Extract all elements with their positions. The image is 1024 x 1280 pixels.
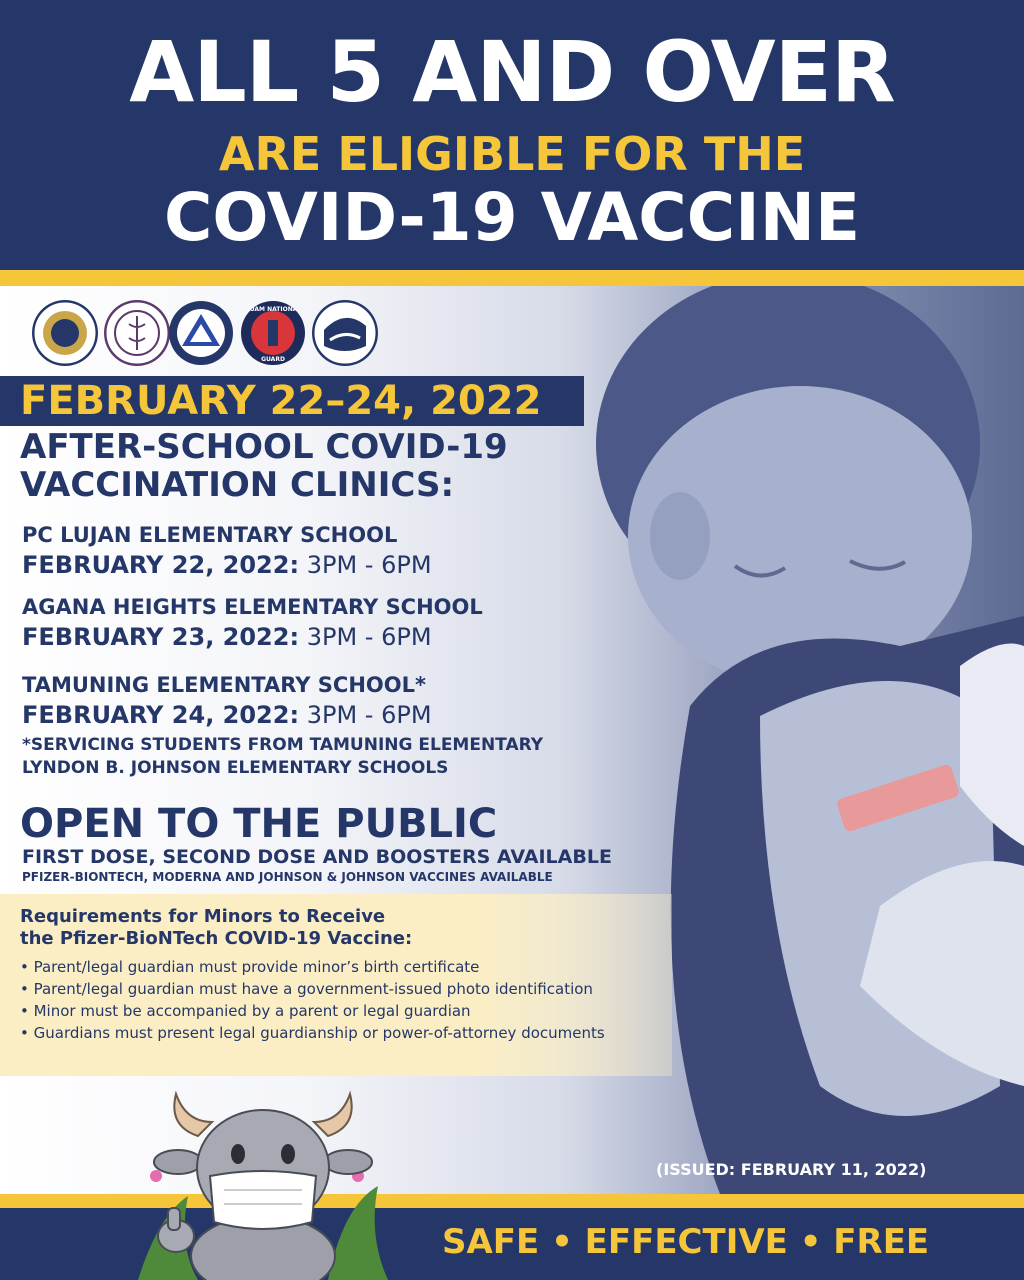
homeland-security-seal-icon xyxy=(168,300,234,366)
tagline: SAFE • EFFECTIVE • FREE xyxy=(442,1222,930,1262)
headline-vaccine: COVID-19 VACCINE xyxy=(163,179,861,256)
department-of-education-seal-icon xyxy=(312,300,378,366)
date-range-banner xyxy=(0,376,584,426)
clinic-school-name: TAMUNING ELEMENTARY SCHOOL* xyxy=(22,673,426,697)
headline-subtitle: ARE ELIGIBLE FOR THE xyxy=(218,127,806,181)
header-banner xyxy=(0,0,1024,270)
list-item: • Parent/legal guardian must provide minor’s birth certificate xyxy=(20,958,480,976)
list-item: • Parent/legal guardian must have a government-issued photo identification xyxy=(20,980,593,998)
clinics-title xyxy=(20,428,508,504)
date-range: FEBRUARY 22–24, 2022 xyxy=(20,378,542,424)
dose-availability: FIRST DOSE, SECOND DOSE AND BOOSTERS AVAILABLE xyxy=(22,846,612,868)
svg-text:GUARD: GUARD xyxy=(261,356,285,363)
vaccine-brands: PFIZER-BIONTECH, MODERNA AND JOHNSON & JOHNSON VACCINES AVAILABLE xyxy=(22,870,553,884)
clinic-school-name: PC LUJAN ELEMENTARY SCHOOL xyxy=(22,523,398,547)
list-item: • Minor must be accompanied by a parent or legal guardian xyxy=(20,1002,471,1020)
svg-text:GUAM NATIONAL: GUAM NATIONAL xyxy=(244,306,302,313)
government-seal-icon xyxy=(32,300,98,366)
clinic-date-time: FEBRUARY 22, 2022: 3PM - 6PM xyxy=(22,551,432,579)
clinics-title-line2: VACCINATION CLINICS: xyxy=(20,465,455,505)
clinic-date-time: FEBRUARY 23, 2022: 3PM - 6PM xyxy=(22,623,432,651)
requirements-title: Requirements for Minors to Receive the Pfizer-BioNTech COVID-19 Vaccine: xyxy=(20,906,413,949)
requirements-box xyxy=(0,894,672,1076)
headline-eligibility: ALL 5 AND OVER xyxy=(129,23,895,121)
carabao-mascot-icon xyxy=(128,1086,398,1280)
clinic-note: *SERVICING STUDENTS FROM TAMUNING ELEMENTARY xyxy=(22,735,544,755)
open-to-public-title: OPEN TO THE PUBLIC xyxy=(20,801,498,847)
clinic-school-name: AGANA HEIGHTS ELEMENTARY SCHOOL xyxy=(22,595,483,619)
clinic-date-time: FEBRUARY 24, 2022: 3PM - 6PM xyxy=(22,701,432,729)
clinic-note: LYNDON B. JOHNSON ELEMENTARY SCHOOLS xyxy=(22,758,449,778)
guam-national-guard-seal-icon xyxy=(240,300,306,366)
gold-divider-top xyxy=(0,270,1024,286)
requirements-list xyxy=(20,956,605,1044)
issued-date: (ISSUED: FEBRUARY 11, 2022) xyxy=(656,1160,927,1179)
public-health-seal-icon xyxy=(104,300,170,366)
clinics-title-line1: AFTER-SCHOOL COVID-19 xyxy=(20,427,508,467)
list-item: • Guardians must present legal guardianship or power-of-attorney documents xyxy=(20,1024,605,1042)
